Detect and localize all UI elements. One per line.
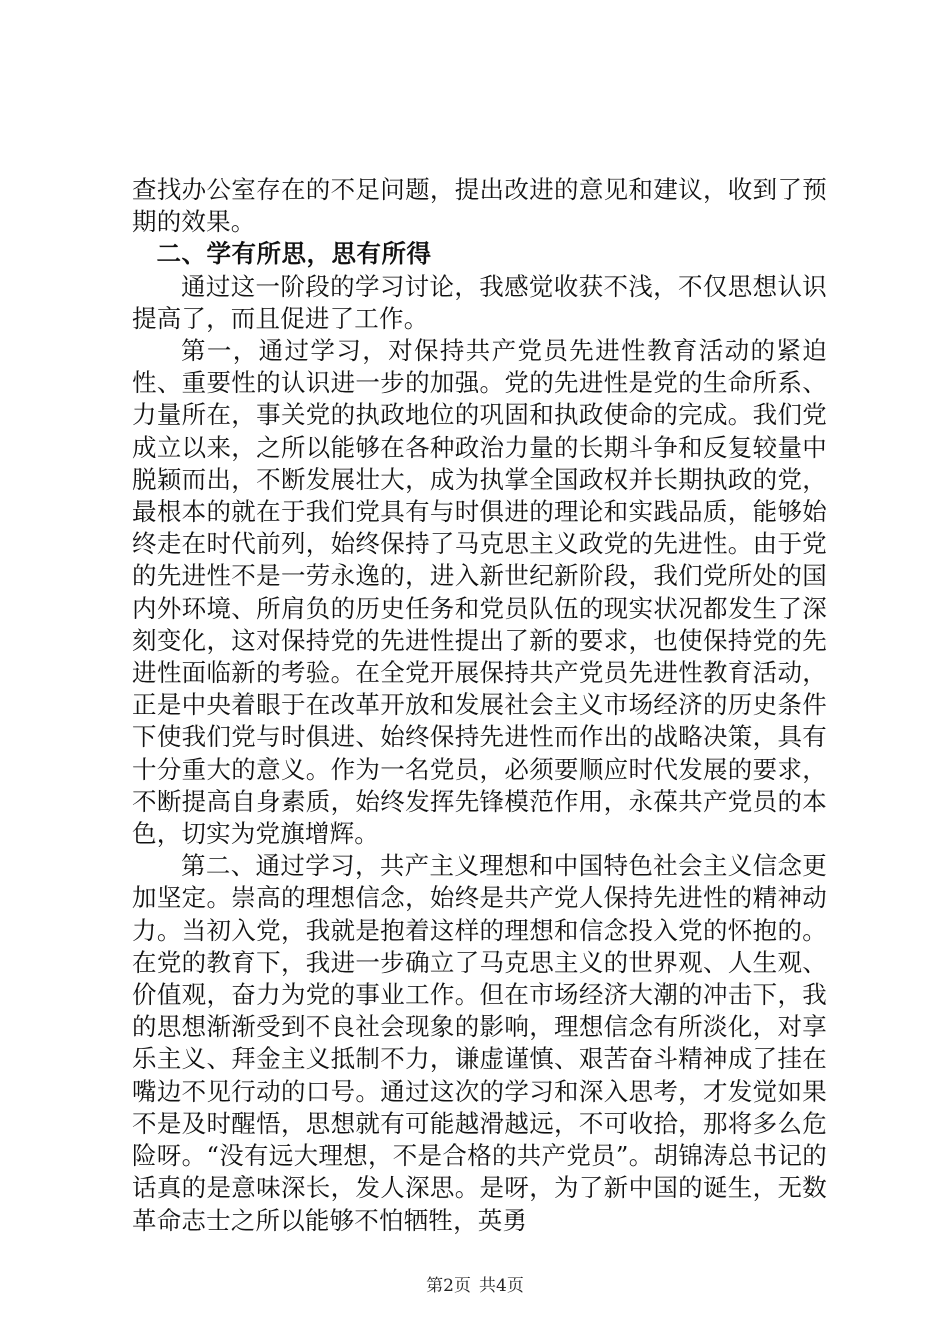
section-heading: 二、学有所思，思有所得 bbox=[156, 239, 432, 269]
paragraph-intro: 通过这一阶段的学习讨论，我感觉收获不浅，不仅思想认识提高了，而且促进了工作。 bbox=[132, 271, 827, 333]
paragraph-continuation: 查找办公室存在的不足问题，提出改进的意见和建议，收到了预期的效果。 bbox=[132, 175, 827, 237]
total-pages: 共4页 bbox=[479, 1276, 524, 1296]
document-body bbox=[132, 174, 827, 1237]
paragraph-first-point: 第一，通过学习，对保持共产党员先进性教育活动的紧迫性、重要性的认识进一步的加强。党的先进性是党的生命所系、力量所在，事关党的执政地位的巩固和执政使命的完成。我们党成立以来，之所以能够在各种政治力量的长期斗争和反复较量中脱颖而出，不断发展壮大，成为执掌全国政权并长期执政的党，最根本的就在于我们党具有与时俱进的理论和实践品质，能够始终走在时代前列，始终保持了马克思主义政党的先进性。由于党的先进性不是一劳永逸的，进入新世纪新阶段，我们党所处的国内外环境、所肩负的历史任务和党员队伍的现实状况都发生了深刻变化，这对保持党的先进性提出了新的要求，也使保持党的先进性面临新的考验。在全党开展保持共产党员先进性教育活动，正是中央着眼于在改革开放和发展社会主义市场经济的历史条件下使我们党与时俱进、始终保持先进性而作出的战略决策，具有十分重大的意义。作为一名党员，必须要顺应时代发展的要求，不断提高自身素质，始终发挥先锋模范作用，永葆共产党员的本色，切实为党旗增辉。 bbox=[132, 336, 827, 849]
page-footer bbox=[0, 1271, 950, 1296]
page-number: 第2页 bbox=[426, 1276, 471, 1296]
paragraph-second-point: 第二、通过学习，共产主义理想和中国特色社会主义信念更加坚定。崇高的理想信念，始终是共产党人保持先进性的精神动力。当初入党，我就是抱着这样的理想和信念投入党的怀抱的。在党的教育下，我进一步确立了马克思主义的世界观、人生观、价值观，奋力为党的事业工作。但在市场经济大潮的冲击下，我的思想渐渐受到不良社会现象的影响，理想信念有所淡化，对享乐主义、拜金主义抵制不力，谦虚谨慎、艰苦奋斗精神成了挂在嘴边不见行动的口号。通过这次的学习和深入思考，才发觉如果不是及时醒悟，思想就有可能越滑越远，不可收拾，那将多么危险呀。“没有远大理想，不是合格的共产党员”。胡锦涛总书记的话真的是意味深长，发人深思。是呀，为了新中国的诞生，无数革命志士之所以能够不怕牺牲，英勇 bbox=[132, 851, 827, 1235]
